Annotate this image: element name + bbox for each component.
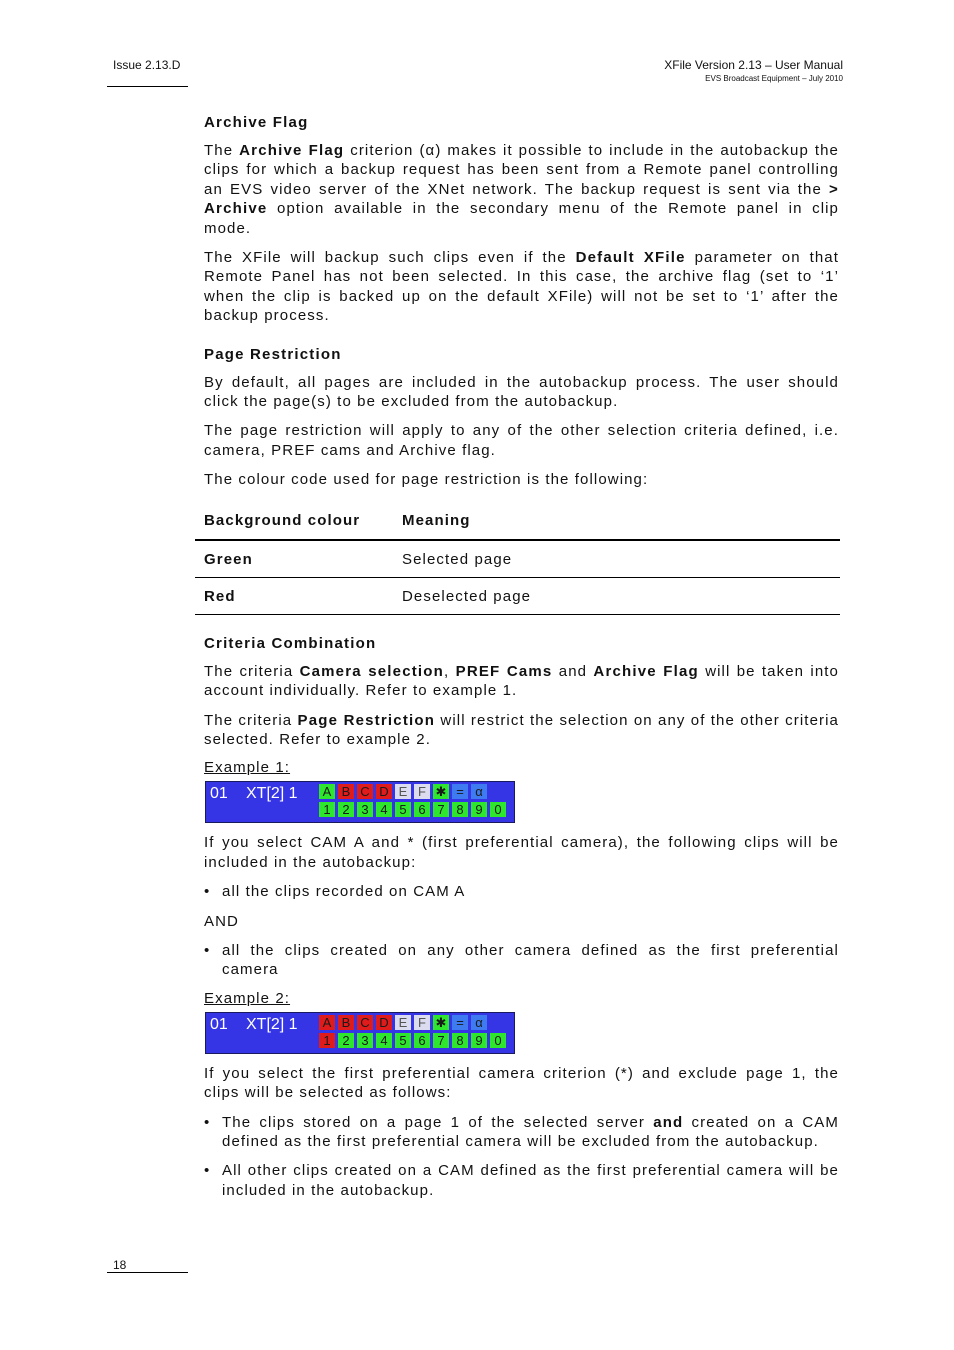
table-header-meaning: Meaning xyxy=(393,504,840,540)
panel-cell: 5 xyxy=(395,1033,411,1048)
panel-cell: 0 xyxy=(490,1033,506,1048)
panel-cell: 7 xyxy=(433,1033,449,1048)
list-item-text: The clips stored on a page 1 of the selected server and created on a CAM defined as the first preferential camera will be excluded from the autobackup. xyxy=(222,1113,840,1150)
list-item-text: all the clips created on any other camera defined as the first preferential camera xyxy=(222,941,839,979)
panel-cell: 9 xyxy=(471,802,487,817)
panel-cell: 2 xyxy=(338,1033,354,1048)
panel-row-top xyxy=(319,784,506,799)
page-body xyxy=(204,114,839,1210)
panel-cell: = xyxy=(452,1015,468,1030)
page-number: 18 xyxy=(113,1258,127,1272)
issue-label: Issue 2.13.D xyxy=(113,58,181,72)
colour-code-table xyxy=(195,504,840,615)
panel-cell: A xyxy=(319,1015,335,1030)
example-1-label: Example 1: xyxy=(204,759,291,777)
example-2-panel xyxy=(205,1012,515,1054)
panel-cell: 9 xyxy=(471,1033,487,1048)
panel-row-bottom xyxy=(319,1033,506,1048)
panel-cell: 8 xyxy=(452,802,468,817)
list-item xyxy=(204,1113,839,1152)
document-subtitle: EVS Broadcast Equipment – July 2010 xyxy=(705,74,843,83)
bullet-icon: • xyxy=(204,941,211,959)
example-1-panel xyxy=(205,781,515,823)
list-item xyxy=(204,1161,839,1200)
heading-criteria-combination: Criteria Combination xyxy=(204,634,377,652)
criteria-paragraph-1: The criteria Camera selection, PREF Cams and Archive Flag will be taken into account individually. Refer to example 1. xyxy=(204,662,839,700)
table-row xyxy=(195,577,840,614)
panel-cell: 0 xyxy=(490,802,506,817)
archive-paragraph-1: The Archive Flag criterion (α) makes it possible to include in the autobackup the clips for which a backup request has been sent from a Remote panel controlling an EVS video server of the XNet network. The backup request is sent via the > Archive option available in the secondary menu of the Remote panel in clip mode. xyxy=(204,142,840,237)
panel-cell: D xyxy=(376,1015,392,1030)
footer-rule xyxy=(107,1272,188,1273)
panel-cell: 4 xyxy=(376,1033,392,1048)
panel-cell: F xyxy=(414,784,430,799)
panel-cell: 1 xyxy=(319,802,335,817)
table-cell-meaning: Selected page xyxy=(393,540,840,578)
table-header-background-colour: Background colour xyxy=(195,504,393,540)
panel-cell: C xyxy=(357,1015,373,1030)
panel-cell: B xyxy=(338,784,354,799)
panel-server: XT[2] 1 xyxy=(246,785,298,803)
heading-page-restriction: Page Restriction xyxy=(204,345,342,363)
panel-cell: 3 xyxy=(357,802,373,817)
panel-cells xyxy=(319,1015,506,1051)
heading-archive-flag: Archive Flag xyxy=(204,114,309,131)
panel-cell: = xyxy=(452,784,468,799)
table-cell-colour: Red xyxy=(195,577,393,614)
panel-cell: B xyxy=(338,1015,354,1030)
panel-cell: C xyxy=(357,784,373,799)
panel-cell: E xyxy=(395,784,411,799)
list-item xyxy=(204,941,839,980)
panel-cell: 5 xyxy=(395,802,411,817)
panel-cell: 2 xyxy=(338,802,354,817)
and-label: AND xyxy=(204,912,239,930)
criteria-paragraph-2: The criteria Page Restriction will restrict the selection on any of the other criteria selected. Refer to example 2. xyxy=(204,711,839,748)
bullet-icon: • xyxy=(204,1162,211,1180)
panel-cell: ✱ xyxy=(433,784,449,799)
list-item-text: All other clips created on a CAM defined as the first preferential camera will be included in the autobackup. xyxy=(222,1162,839,1199)
panel-cell: A xyxy=(319,784,335,799)
example-2-explanation: If you select the first preferential camera criterion (*) and exclude page 1, the clips will be selected as follows: xyxy=(204,1064,839,1102)
panel-cell: 4 xyxy=(376,802,392,817)
bullet-icon: • xyxy=(204,1113,211,1131)
panel-cell: 7 xyxy=(433,802,449,817)
page-restriction-paragraph-2: The page restriction will apply to any of the other selection criteria defined, i.e. camera, PREF cams and Archive flag. xyxy=(204,422,839,459)
panel-id: 01 xyxy=(210,785,228,803)
panel-server: XT[2] 1 xyxy=(246,1015,298,1033)
header-rule xyxy=(107,86,188,87)
panel-cell: α xyxy=(471,784,487,799)
archive-paragraph-2: The XFile will backup such clips even if the Default XFile parameter on that Remote Panel has not been selected. In this case, the archive flag (set to ‘1’ when the clip is backed up on the default XFile) will not be set to ‘1’ after the backup process. xyxy=(204,249,839,325)
table-row xyxy=(195,540,840,578)
bullet-icon: • xyxy=(204,883,211,901)
panel-row-top xyxy=(319,1015,506,1030)
table-cell-meaning: Deselected page xyxy=(393,577,840,614)
panel-cell: ✱ xyxy=(433,1015,449,1030)
panel-cell: 1 xyxy=(319,1033,335,1048)
list-item xyxy=(204,882,839,901)
panel-cell: 6 xyxy=(414,802,430,817)
document-title: XFile Version 2.13 – User Manual xyxy=(664,58,843,72)
panel-cell: 8 xyxy=(452,1033,468,1048)
panel-cell: E xyxy=(395,1015,411,1030)
panel-row-bottom xyxy=(319,802,506,817)
panel-id: 01 xyxy=(210,1015,228,1033)
list-item-text: all the clips recorded on CAM A xyxy=(222,883,466,901)
panel-cell: 6 xyxy=(414,1033,430,1048)
panel-cell: α xyxy=(471,1015,487,1030)
example-2-label: Example 2: xyxy=(204,989,291,1007)
panel-cell: D xyxy=(376,784,392,799)
example-1-explanation: If you select CAM A and * (first preferential camera), the following clips will be included in the autobackup: xyxy=(204,834,839,871)
page-restriction-paragraph-3: The colour code used for page restriction is the following: xyxy=(204,471,649,489)
table-cell-colour: Green xyxy=(195,540,393,578)
panel-cells xyxy=(319,784,506,820)
panel-cell: 3 xyxy=(357,1033,373,1048)
panel-cell: F xyxy=(414,1015,430,1030)
page-restriction-paragraph-1: By default, all pages are included in the autobackup process. The user should click the page(s) to be excluded from the autobackup. xyxy=(204,373,839,411)
